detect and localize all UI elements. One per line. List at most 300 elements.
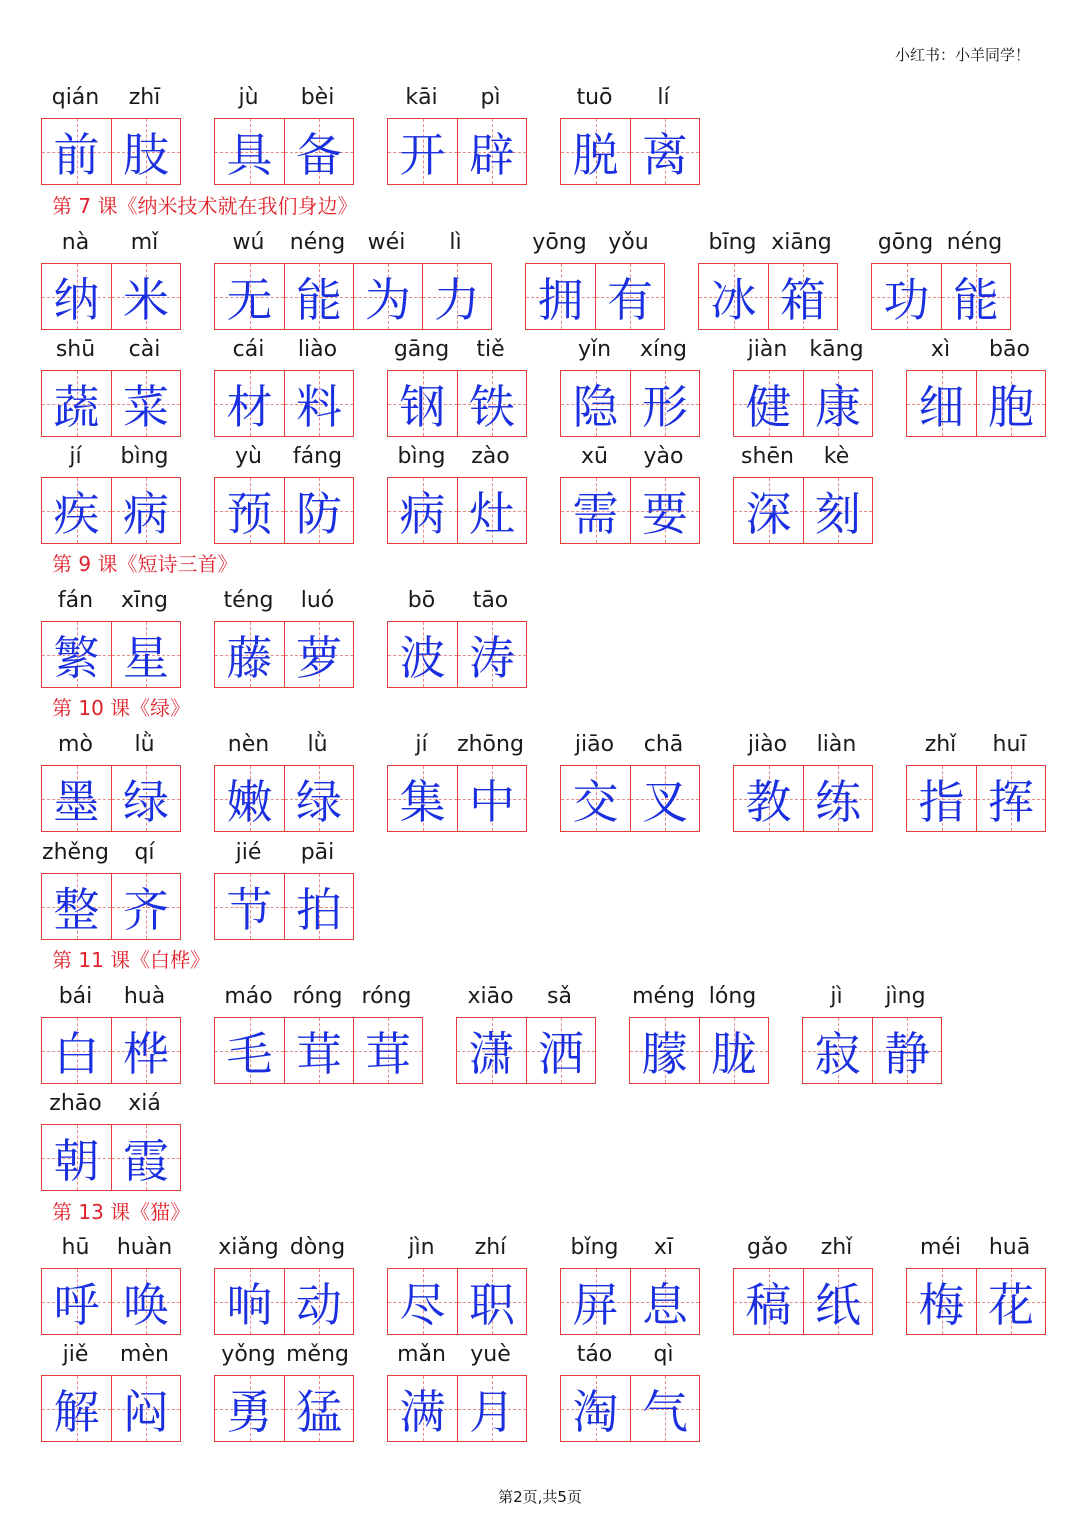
- hanzi-character: 月: [469, 1384, 515, 1439]
- pinyin: bō: [407, 588, 436, 613]
- pinyin: huàn: [116, 1235, 173, 1260]
- tianzige-boxes: [41, 873, 181, 940]
- pinyin: jiě: [62, 1342, 89, 1367]
- tianzige-boxes: [871, 263, 1011, 330]
- hanzi-character: 交: [572, 774, 619, 829]
- pinyin: dòng: [289, 1235, 346, 1260]
- word-group: [41, 1339, 181, 1442]
- hanzi-character: 嫩: [226, 774, 273, 829]
- word-group: [802, 981, 942, 1084]
- tianzige-cell: [284, 874, 353, 939]
- hanzi-character: 集: [399, 774, 446, 829]
- word-group: [698, 227, 838, 330]
- pinyin-row: [387, 729, 527, 765]
- tianzige-cell: [803, 478, 872, 543]
- tianzige-cell: [561, 478, 630, 543]
- tianzige-cell: [561, 1376, 630, 1441]
- pinyin-row: [906, 334, 1046, 370]
- pinyin: bǐng: [570, 1235, 619, 1260]
- word-group: [214, 1339, 354, 1442]
- tianzige-boxes: [214, 765, 354, 832]
- tianzige-cell: [215, 1018, 284, 1083]
- word-group: [214, 227, 492, 330]
- hanzi-character: 齐: [123, 882, 169, 937]
- word-group: [41, 334, 181, 437]
- pinyin: mèn: [120, 1342, 169, 1367]
- tianzige-boxes: [41, 370, 181, 437]
- pinyin-row: [387, 334, 527, 370]
- tianzige-cell: [111, 1018, 180, 1083]
- hanzi-character: 开: [399, 127, 446, 182]
- hanzi-character: 力: [434, 272, 480, 327]
- tianzige-cell: [457, 371, 526, 436]
- hanzi-character: 墨: [53, 774, 100, 829]
- pinyin: máo: [224, 984, 273, 1009]
- lesson-title-11: 第 11 课《白桦》: [52, 948, 211, 972]
- pinyin: néng: [289, 230, 346, 255]
- hanzi-character: 灶: [469, 486, 515, 541]
- hanzi-character: 教: [745, 774, 792, 829]
- tianzige-cell: [284, 1269, 353, 1334]
- tianzige-boxes: [560, 1268, 700, 1335]
- tianzige-boxes: [387, 1375, 527, 1442]
- hanzi-character: 淘: [572, 1384, 619, 1439]
- pinyin: zhōng: [457, 732, 524, 757]
- tianzige-boxes: [733, 765, 873, 832]
- pinyin: nèn: [227, 732, 270, 757]
- tianzige-cell: [42, 766, 111, 831]
- pinyin: lǜ: [134, 732, 155, 757]
- pinyin: wú: [232, 230, 265, 255]
- tianzige-cell: [803, 766, 872, 831]
- hanzi-character: 涛: [469, 630, 515, 685]
- hanzi-character: 静: [884, 1026, 930, 1081]
- tianzige-cell: [872, 1018, 941, 1083]
- tianzige-cell: [768, 264, 837, 329]
- tianzige-boxes: [41, 118, 181, 185]
- hanzi-character: 满: [399, 1384, 446, 1439]
- pinyin: zhǐ: [820, 1235, 853, 1260]
- tianzige-cell: [111, 1269, 180, 1334]
- tianzige-cell: [284, 1018, 353, 1083]
- pinyin: mǐ: [130, 230, 159, 255]
- tianzige-cell: [111, 874, 180, 939]
- hanzi-character: 纳: [53, 272, 100, 327]
- pinyin: bìng: [120, 444, 169, 469]
- hanzi-character: 材: [226, 379, 273, 434]
- pinyin: fáng: [292, 444, 343, 469]
- hanzi-character: 刻: [815, 486, 861, 541]
- pinyin: jù: [238, 85, 259, 110]
- tianzige-cell: [284, 119, 353, 184]
- hanzi-character: 隐: [572, 379, 619, 434]
- pinyin-row: [41, 334, 181, 370]
- hanzi-character: 肢: [123, 127, 169, 182]
- pinyin: cái: [232, 337, 265, 362]
- pinyin-row: [214, 441, 354, 477]
- pinyin: yuè: [470, 1342, 511, 1367]
- pinyin: jiào: [747, 732, 788, 757]
- tianzige-cell: [526, 1018, 595, 1083]
- hanzi-character: 唤: [123, 1277, 169, 1332]
- tianzige-boxes: [214, 1375, 354, 1442]
- tianzige-cell: [284, 1376, 353, 1441]
- hanzi-character: 离: [642, 127, 688, 182]
- word-group: [733, 441, 873, 544]
- pinyin: yào: [643, 444, 684, 469]
- pinyin-row: [387, 1232, 527, 1268]
- pinyin-row: [41, 1339, 181, 1375]
- pinyin: jìng: [885, 984, 926, 1009]
- pinyin: yǒu: [608, 230, 649, 255]
- tianzige-cell: [630, 1018, 699, 1083]
- tianzige-cell: [284, 371, 353, 436]
- pinyin: xīng: [120, 588, 169, 613]
- word-group: [214, 837, 354, 940]
- pinyin-row: [41, 981, 181, 1017]
- pinyin-row: [560, 441, 700, 477]
- tianzige-cell: [734, 1269, 803, 1334]
- hanzi-character: 中: [469, 774, 515, 829]
- hanzi-character: 脱: [572, 127, 619, 182]
- pinyin-row: [387, 82, 527, 118]
- pinyin: pāi: [300, 840, 335, 865]
- pinyin-row: [214, 82, 354, 118]
- hanzi-character: 胧: [711, 1026, 757, 1081]
- tianzige-cell: [561, 119, 630, 184]
- tianzige-boxes: [525, 263, 665, 330]
- pinyin-row: [214, 585, 354, 621]
- tianzige-cell: [42, 874, 111, 939]
- tianzige-cell: [388, 622, 457, 687]
- pinyin-row: [41, 227, 181, 263]
- pinyin: bīng: [708, 230, 757, 255]
- tianzige-cell: [284, 766, 353, 831]
- tianzige-cell: [561, 766, 630, 831]
- hanzi-character: 节: [226, 882, 273, 937]
- word-group: [560, 1339, 700, 1442]
- hanzi-character: 箱: [780, 272, 826, 327]
- pinyin-row: [387, 585, 527, 621]
- pinyin: zhěng: [42, 840, 109, 865]
- lesson-title-9: 第 9 课《短诗三首》: [52, 552, 238, 576]
- word-group: [560, 334, 700, 437]
- pinyin: róng: [361, 984, 412, 1009]
- pinyin: jiàn: [747, 337, 788, 362]
- pinyin: jì: [830, 984, 843, 1009]
- pinyin-row: [906, 1232, 1046, 1268]
- tianzige-cell: [630, 371, 699, 436]
- pinyin: zhī: [128, 85, 161, 110]
- word-group: [41, 82, 181, 185]
- word-group: [214, 334, 354, 437]
- pinyin: jìn: [408, 1235, 435, 1260]
- tianzige-cell: [388, 1376, 457, 1441]
- hanzi-character: 绿: [296, 774, 342, 829]
- tianzige-boxes: [629, 1017, 769, 1084]
- tianzige-cell: [42, 1018, 111, 1083]
- tianzige-cell: [907, 766, 976, 831]
- pinyin: qí: [134, 840, 155, 865]
- hanzi-character: 解: [53, 1384, 100, 1439]
- hanzi-character: 茸: [365, 1026, 411, 1081]
- hanzi-character: 猛: [296, 1384, 342, 1439]
- tianzige-cell: [388, 119, 457, 184]
- pinyin: kāng: [809, 337, 864, 362]
- pinyin: luó: [300, 588, 335, 613]
- pinyin: zhāo: [49, 1091, 102, 1116]
- hanzi-character: 花: [988, 1277, 1034, 1332]
- tianzige-cell: [111, 766, 180, 831]
- tianzige-cell: [42, 622, 111, 687]
- tianzige-boxes: [41, 1017, 181, 1084]
- word-group: [214, 441, 354, 544]
- hanzi-character: 挥: [988, 774, 1034, 829]
- hanzi-character: 需: [572, 486, 619, 541]
- tianzige-cell: [699, 264, 768, 329]
- tianzige-cell: [42, 1269, 111, 1334]
- word-group: [41, 227, 181, 330]
- pinyin: xì: [930, 337, 951, 362]
- tianzige-boxes: [733, 477, 873, 544]
- tianzige-cell: [388, 371, 457, 436]
- tianzige-boxes: [733, 1268, 873, 1335]
- hanzi-character: 能: [296, 272, 342, 327]
- tianzige-cell: [872, 264, 941, 329]
- tianzige-cell: [457, 119, 526, 184]
- word-group: [560, 441, 700, 544]
- pinyin: xiá: [128, 1091, 161, 1116]
- pinyin: tiě: [476, 337, 505, 362]
- word-group: [560, 1232, 700, 1335]
- pinyin-row: [41, 82, 181, 118]
- tianzige-cell: [215, 766, 284, 831]
- pinyin: lǜ: [307, 732, 328, 757]
- tianzige-cell: [353, 1018, 422, 1083]
- tianzige-cell: [284, 622, 353, 687]
- tianzige-cell: [42, 1376, 111, 1441]
- pinyin: hū: [61, 1235, 90, 1260]
- pinyin: wéi: [367, 230, 406, 255]
- pinyin-row: [629, 981, 769, 1017]
- hanzi-character: 预: [226, 486, 273, 541]
- hanzi-character: 整: [53, 882, 100, 937]
- hanzi-character: 辟: [469, 127, 515, 182]
- hanzi-character: 绿: [123, 774, 169, 829]
- hanzi-character: 勇: [226, 1384, 273, 1439]
- hanzi-character: 功: [883, 272, 930, 327]
- tianzige-boxes: [41, 765, 181, 832]
- pinyin: zhí: [474, 1235, 507, 1260]
- pinyin-row: [525, 227, 665, 263]
- pinyin: fán: [57, 588, 94, 613]
- pinyin: shū: [55, 337, 96, 362]
- hanzi-character: 拥: [537, 272, 584, 327]
- tianzige-cell: [803, 1269, 872, 1334]
- hanzi-character: 霞: [123, 1133, 169, 1188]
- pinyin-row: [214, 981, 423, 1017]
- word-group: [387, 82, 527, 185]
- hanzi-character: 深: [745, 486, 792, 541]
- tianzige-cell: [803, 371, 872, 436]
- tianzige-cell: [111, 622, 180, 687]
- pinyin: měng: [286, 1342, 349, 1367]
- tianzige-cell: [215, 1269, 284, 1334]
- hanzi-character: 米: [123, 272, 169, 327]
- pinyin: liào: [297, 337, 338, 362]
- pinyin: xiǎng: [218, 1235, 279, 1260]
- pinyin-row: [214, 729, 354, 765]
- word-group: [214, 1232, 354, 1335]
- tianzige-cell: [215, 119, 284, 184]
- pinyin: lì: [449, 230, 462, 255]
- pinyin: lí: [657, 85, 670, 110]
- pinyin: sǎ: [547, 984, 572, 1009]
- hanzi-character: 呼: [53, 1277, 100, 1332]
- tianzige-cell: [215, 264, 284, 329]
- word-group: [214, 585, 354, 688]
- hanzi-character: 叉: [642, 774, 688, 829]
- pinyin: gōng: [877, 230, 934, 255]
- pinyin: lóng: [708, 984, 757, 1009]
- hanzi-character: 动: [296, 1277, 342, 1332]
- tianzige-boxes: [698, 263, 838, 330]
- pinyin-row: [456, 981, 596, 1017]
- tianzige-boxes: [41, 477, 181, 544]
- tianzige-boxes: [387, 765, 527, 832]
- hanzi-character: 波: [399, 630, 446, 685]
- tianzige-cell: [976, 1269, 1045, 1334]
- hanzi-character: 冰: [710, 272, 757, 327]
- tianzige-boxes: [387, 477, 527, 544]
- tianzige-cell: [215, 874, 284, 939]
- hanzi-character: 茸: [296, 1026, 342, 1081]
- pinyin: pì: [480, 85, 501, 110]
- tianzige-boxes: [733, 370, 873, 437]
- tianzige-cell: [803, 1018, 872, 1083]
- hanzi-character: 屏: [572, 1277, 619, 1332]
- tianzige-cell: [42, 264, 111, 329]
- tianzige-cell: [457, 1018, 526, 1083]
- lesson-title-10: 第 10 课《绿》: [52, 696, 191, 720]
- word-group: [41, 981, 181, 1084]
- tianzige-cell: [388, 478, 457, 543]
- tianzige-boxes: [214, 1268, 354, 1335]
- tianzige-cell: [526, 264, 595, 329]
- lesson-title-13: 第 13 课《猫》: [52, 1200, 191, 1224]
- pinyin: gǎo: [747, 1235, 788, 1260]
- pinyin: yōng: [532, 230, 587, 255]
- pinyin-row: [41, 441, 181, 477]
- pinyin: xī: [653, 1235, 674, 1260]
- word-group: [733, 1232, 873, 1335]
- tianzige-cell: [215, 478, 284, 543]
- pinyin-row: [214, 1339, 354, 1375]
- hanzi-character: 闷: [123, 1384, 169, 1439]
- hanzi-character: 健: [745, 379, 792, 434]
- pinyin-row: [871, 227, 1011, 263]
- tianzige-cell: [111, 1376, 180, 1441]
- pinyin-row: [41, 837, 181, 873]
- pinyin-row: [387, 441, 527, 477]
- pinyin-row: [214, 1232, 354, 1268]
- pinyin-row: [733, 1232, 873, 1268]
- pinyin-row: [733, 441, 873, 477]
- tianzige-cell: [630, 1376, 699, 1441]
- tianzige-cell: [422, 264, 491, 329]
- tianzige-cell: [457, 1376, 526, 1441]
- word-group: [560, 729, 700, 832]
- pinyin-row: [214, 227, 492, 263]
- hanzi-character: 病: [123, 486, 169, 541]
- word-group: [41, 441, 181, 544]
- pinyin: kè: [823, 444, 850, 469]
- tianzige-cell: [42, 371, 111, 436]
- pinyin: qì: [653, 1342, 674, 1367]
- hanzi-character: 无: [226, 272, 273, 327]
- pinyin: bái: [58, 984, 93, 1009]
- pinyin: táo: [576, 1342, 613, 1367]
- pinyin: nà: [61, 230, 90, 255]
- tianzige-cell: [111, 119, 180, 184]
- tianzige-cell: [630, 766, 699, 831]
- word-group: [629, 981, 769, 1084]
- hanzi-character: 纸: [815, 1277, 861, 1332]
- pinyin-row: [214, 837, 354, 873]
- tianzige-boxes: [41, 1124, 181, 1191]
- hanzi-character: 病: [399, 486, 446, 541]
- word-group: [41, 1088, 181, 1191]
- tianzige-cell: [388, 766, 457, 831]
- tianzige-cell: [215, 371, 284, 436]
- tianzige-cell: [734, 478, 803, 543]
- tianzige-boxes: [802, 1017, 942, 1084]
- pinyin: yǐn: [577, 337, 612, 362]
- word-group: [906, 1232, 1046, 1335]
- word-group: [387, 1339, 527, 1442]
- hanzi-character: 朦: [641, 1026, 688, 1081]
- tianzige-cell: [457, 1269, 526, 1334]
- pinyin: gāng: [393, 337, 450, 362]
- pinyin-row: [560, 334, 700, 370]
- hanzi-character: 尽: [399, 1277, 446, 1332]
- tianzige-boxes: [214, 621, 354, 688]
- tianzige-boxes: [41, 263, 181, 330]
- page-number: 第2页,共5页: [498, 1488, 582, 1506]
- pinyin: tāo: [472, 588, 509, 613]
- hanzi-character: 指: [918, 774, 965, 829]
- word-group: [214, 82, 354, 185]
- pinyin-row: [560, 1339, 700, 1375]
- tianzige-cell: [42, 1125, 111, 1190]
- hanzi-character: 萝: [296, 630, 342, 685]
- tianzige-cell: [353, 264, 422, 329]
- hanzi-character: 藤: [226, 630, 273, 685]
- hanzi-character: 息: [642, 1277, 688, 1332]
- word-group: [871, 227, 1011, 330]
- pinyin: chā: [643, 732, 684, 757]
- hanzi-character: 钢: [399, 379, 446, 434]
- hanzi-character: 料: [296, 379, 342, 434]
- word-group: [387, 585, 527, 688]
- tianzige-boxes: [387, 370, 527, 437]
- pinyin: kāi: [405, 85, 438, 110]
- pinyin-row: [560, 1232, 700, 1268]
- hanzi-character: 气: [642, 1384, 688, 1439]
- hanzi-character: 铁: [469, 379, 515, 434]
- hanzi-character: 桦: [123, 1026, 169, 1081]
- tianzige-cell: [457, 478, 526, 543]
